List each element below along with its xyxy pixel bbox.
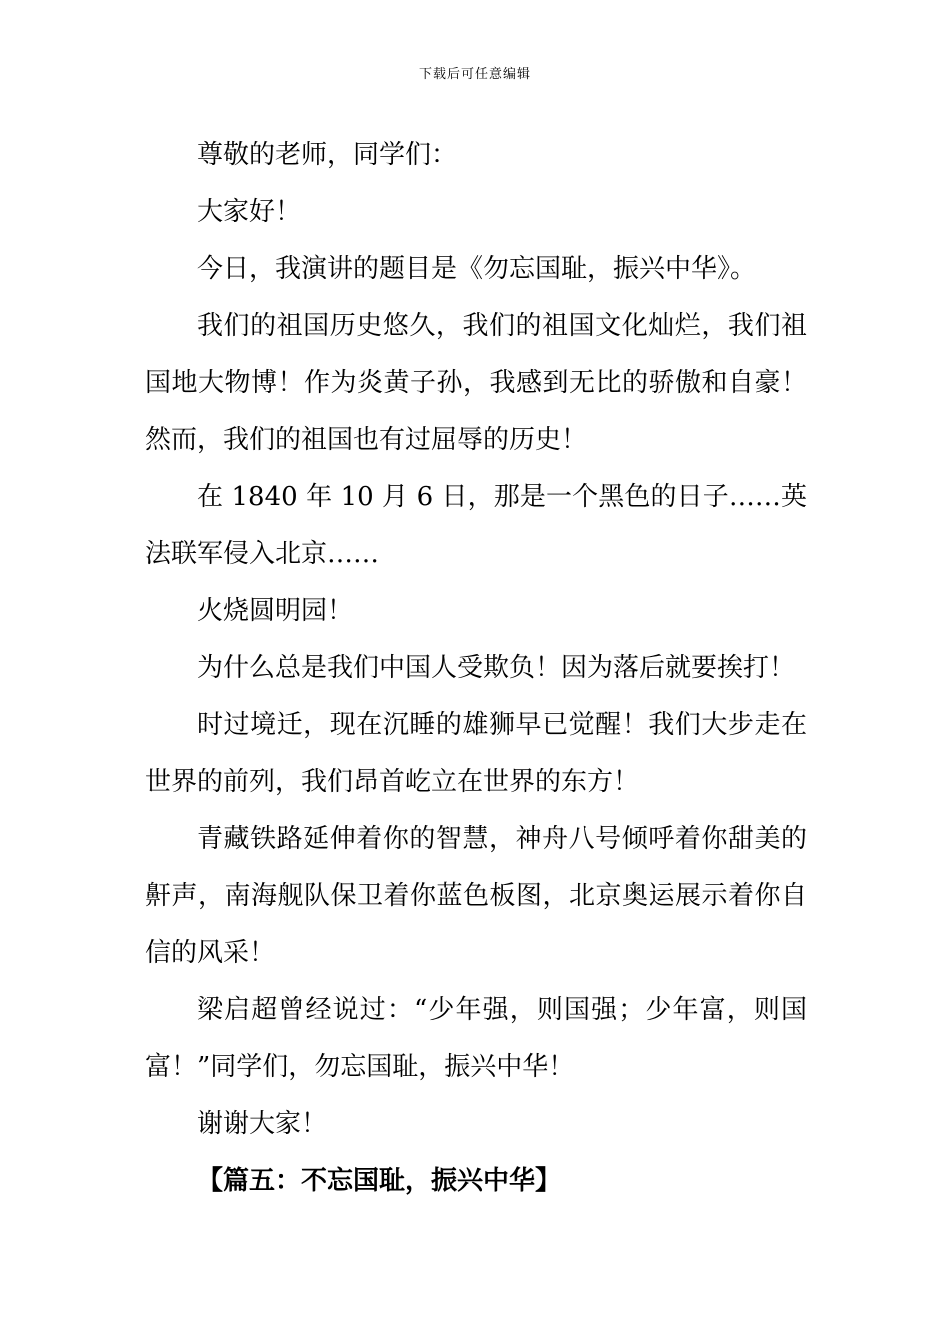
paragraph: 时过境迁，现在沉睡的雄狮早已觉醒！我们大步走在世界的前列，我们昂首屹立在世界的东方！ bbox=[145, 710, 807, 797]
closing: 谢谢大家！ bbox=[197, 1109, 328, 1139]
paragraph: 火烧圆明园！ bbox=[197, 596, 354, 626]
paragraph: 我们的祖国历史悠久，我们的祖国文化灿烂，我们祖国地大物博！作为炎黄子孙，我感到无比的骄傲和自豪！然而，我们的祖国也有过屈辱的历史！ bbox=[145, 311, 807, 455]
paragraph: 为什么总是我们中国人受欺负！因为落后就要挨打！ bbox=[197, 653, 796, 683]
document-body bbox=[145, 127, 807, 1210]
section-heading: 【篇五：不忘国耻，振兴中华】 bbox=[197, 1166, 562, 1196]
salutation: 尊敬的老师，同学们： bbox=[197, 140, 458, 170]
paragraph: 今日，我演讲的题目是《勿忘国耻，振兴中华》。 bbox=[197, 254, 757, 284]
greeting: 大家好！ bbox=[197, 197, 302, 227]
paragraph: 青藏铁路延伸着你的智慧，神舟八号倾呼着你甜美的鼾声，南海舰队保卫着你蓝色板图，北京奥运展示着你自信的风采！ bbox=[145, 824, 807, 968]
paragraph: 在 1840 年 10 月 6 日，那是一个黑色的日子……英法联军侵入北京…… bbox=[145, 482, 807, 569]
page-header: 下载后可任意编辑 bbox=[418, 67, 531, 82]
paragraph: 梁启超曾经说过：“少年强，则国强；少年富，则国富！”同学们，勿忘国耻，振兴中华！ bbox=[145, 995, 807, 1082]
